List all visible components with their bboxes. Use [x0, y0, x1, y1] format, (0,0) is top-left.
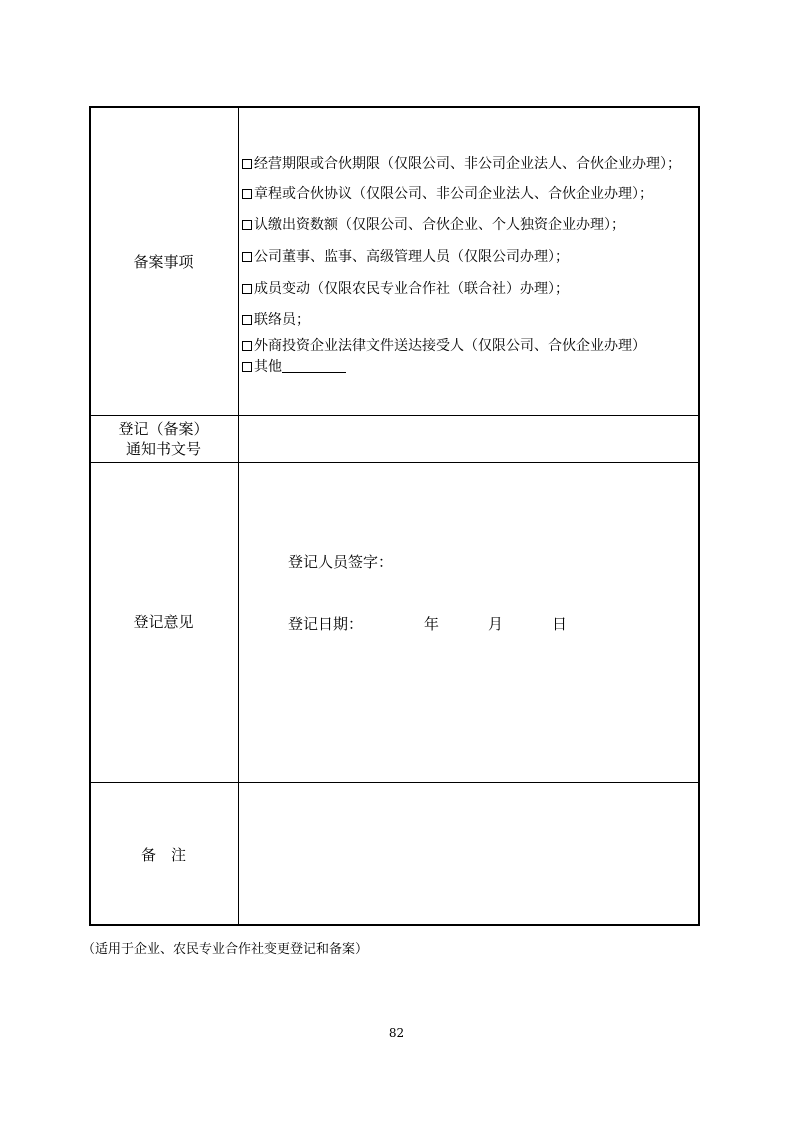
checkbox[interactable]: [242, 189, 252, 199]
option-directors[interactable]: 公司董事、监事、高级管理人员（仅限公司办理）；: [242, 248, 569, 266]
page-number: 82: [388, 1026, 405, 1040]
remarks-field[interactable]: [240, 783, 699, 924]
checkbox[interactable]: [242, 252, 252, 262]
option-liaison[interactable]: 联络员；: [242, 311, 310, 329]
filing-items-label: 备案事项: [133, 253, 194, 271]
checkbox[interactable]: [242, 220, 252, 230]
option-articles[interactable]: 章程或合伙协议（仅限公司、非公司企业法人、合伙企业办理）；: [242, 185, 653, 203]
checkbox[interactable]: [242, 284, 252, 294]
checkbox[interactable]: [242, 362, 252, 372]
option-member-change[interactable]: 成员变动（仅限农民专业合作社（联合社）办理）；: [242, 280, 569, 298]
checkbox[interactable]: [242, 159, 252, 169]
row-divider: [89, 462, 700, 463]
checkbox[interactable]: [242, 315, 252, 325]
column-divider: [238, 106, 239, 926]
notice-number-field[interactable]: [240, 416, 699, 461]
date-label: 登记日期：: [288, 615, 364, 633]
month-label: 月: [488, 615, 504, 633]
year-label: 年: [424, 615, 440, 633]
signature-label: 登记人员签字：: [288, 553, 394, 571]
option-operating-period[interactable]: 经营期限或合伙期限（仅限公司、非公司企业法人、合伙企业办理）；: [242, 155, 681, 173]
notice-number-label: [89, 419, 238, 459]
option-service-recipient[interactable]: 外商投资企业法律文件送达接受人（仅限公司、合伙企业办理）: [242, 337, 646, 355]
other-blank-field[interactable]: [282, 358, 346, 373]
remarks-label: 备 注: [140, 846, 186, 864]
option-subscribed-capital[interactable]: 认缴出资数额（仅限公司、合伙企业、个人独资企业办理）；: [242, 216, 625, 234]
notice-number-label-line2: 通知书文号: [125, 440, 201, 458]
notice-number-label-line1: 登记（备案）: [118, 420, 209, 438]
day-label: 日: [552, 615, 568, 633]
option-other[interactable]: 其他: [242, 358, 346, 376]
registration-opinion-label: 登记意见: [133, 613, 194, 631]
footnote: （适用于企业、农民专业合作社变更登记和备案）: [82, 942, 369, 957]
checkbox[interactable]: [242, 341, 252, 351]
